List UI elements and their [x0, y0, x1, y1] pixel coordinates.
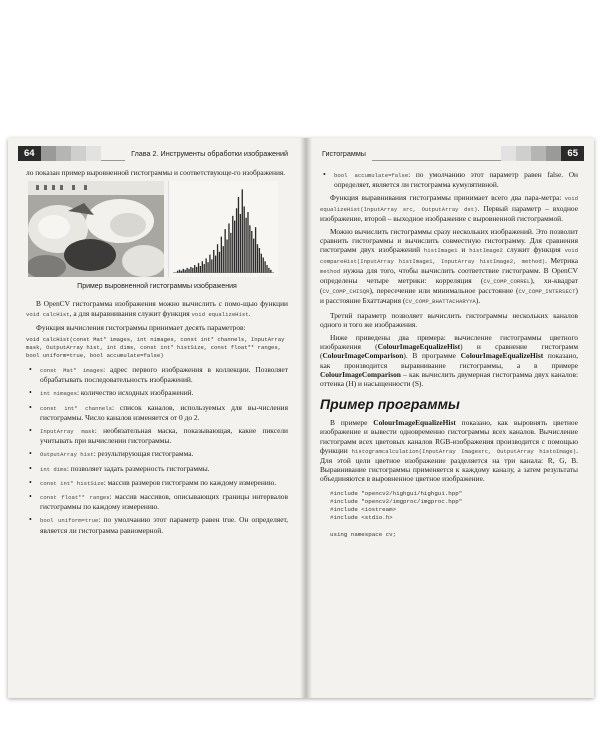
accumulate-code: bool accumulate=false	[334, 172, 409, 179]
parameter-description: : позволяет задать размерность гистограммы.	[66, 463, 210, 473]
parameter-description: : адрес первого изображения в коллекции. Позволяет обрабатывать последовательность изображений.	[40, 365, 288, 385]
parameter-description: : количество исходных изображений.	[76, 388, 194, 398]
grey-swatches-right	[501, 146, 561, 161]
histogram-bar	[236, 208, 237, 272]
parameter-code: int dims	[40, 465, 67, 473]
histogram-bar	[177, 271, 178, 273]
parameter-item	[26, 449, 288, 459]
compare-text-f: ), хи-квадрат (	[320, 276, 579, 296]
compare-text-b: и	[457, 245, 470, 255]
calc-hist-paragraph	[26, 299, 288, 318]
histogram-bar	[234, 221, 235, 273]
histogram-bar	[232, 216, 233, 273]
compare-code-func: void compareHist(InputArray histImage1, InputArray histImage2, method)	[320, 247, 578, 265]
parameter-description: : необязательная маска, показывающая, какие пиксели учитывать при вычислении гистограммы.	[40, 426, 288, 446]
right-page-number: 65	[561, 146, 584, 161]
accumulate-text: : по умолчанию этот параметр равен false. Он определяет, является ли гистограмма кумулятивной.	[334, 170, 578, 190]
parameter-code: bool uniform=true	[40, 517, 99, 525]
parameter-item	[26, 388, 288, 398]
figure-caption: Пример выровненной гистограммы изображения	[77, 283, 237, 291]
parameter-item	[26, 365, 288, 384]
histogram-bar	[253, 239, 254, 273]
parameter-item	[26, 426, 288, 445]
histogram-bar	[238, 197, 239, 273]
equalized-photo	[28, 181, 164, 277]
examples-text-b: ) и сравнение гистограмм (	[320, 342, 579, 361]
third-param-paragraph: Третий параметр позволяет вычислить гистограммы нескольких каналов одного и того же изображения.	[320, 310, 578, 329]
histogram-bar	[266, 265, 267, 273]
histogram-bar	[213, 250, 214, 273]
parameter-code: int nimages	[40, 390, 77, 398]
program-text-b: показано, как выровнять цветное изображение и вывести одновременно гистограммы всех каналов. Вычисление гистограмм всех цветовых каналов RGB-изображения производится с помощью функции	[320, 418, 578, 455]
book-spread	[8, 138, 594, 698]
accumulate-bullet-item	[320, 170, 578, 189]
parameter-code: OutputArray hist	[40, 451, 94, 459]
params-intro-paragraph: Функция вычисления гистограммы принимает десять параметров:	[36, 322, 246, 332]
histogram-bar	[219, 252, 220, 273]
compare-text-d: . Метрика	[545, 255, 578, 265]
parameter-description: : массив размеров гистограмм по каждому измерению.	[103, 477, 277, 487]
compare-text-e: нужна для того, чтобы вычислить соответствие гистограмм. В OpenCV определены четыре метрики: корреляция (	[320, 265, 578, 286]
histogram-bar	[215, 256, 216, 273]
histogram-bar	[251, 231, 252, 273]
para1-code-equalizehist: void equalizeHist	[191, 310, 249, 318]
histogram-bar	[217, 244, 218, 272]
para1-text-a: В OpenCV гистограмма изображения можно вычислить с помо-щью функции	[36, 299, 288, 309]
histogram-bar	[192, 268, 193, 273]
left-running-head-text: Глава 2. Инструменты обработки изображений	[131, 149, 288, 158]
histogram-bar	[257, 244, 258, 272]
histogram-bar	[230, 233, 231, 273]
program-text-a: В примере	[330, 418, 374, 428]
parameter-description: : по умолчанию этот параметр равен true. Он определяет, является ли гистограмма равномерной.	[40, 515, 288, 535]
parameter-code: const float** ranges	[40, 494, 110, 502]
compare-code-chisqr: CV_COMP_CHISQR	[322, 288, 370, 296]
left-head-rule	[101, 146, 126, 161]
right-page	[312, 138, 594, 698]
compare-text-h: ) и расстояние Бхаттачария (	[320, 286, 578, 306]
equalize-paragraph	[320, 193, 578, 223]
histogram-bar	[205, 259, 206, 273]
histogram-figure	[26, 181, 288, 279]
parameter-list	[26, 365, 288, 535]
parameter-item	[26, 492, 288, 511]
section-heading: Пример программы	[320, 396, 460, 413]
compare-code-bhattacharyya: CV_COMP_BHATTACHARYYA	[405, 298, 476, 306]
compare-code-intersect: CV_COMP_INTERSECT	[518, 288, 576, 296]
examples-text-d: показано, как производится выравнивание гистограммы, а в примере	[320, 351, 578, 370]
program-text-c: . Для этой цели цветное изображение разделяется на три канала: R, G, B. Выравнивание гистограммы применяется к каждому каналу, а затем результаты объединяются в выровненное цветное изображение.	[320, 445, 578, 484]
examples-text-a: Ниже приведены два примера: вычисление гистограммы цветного изображения (	[320, 333, 578, 352]
left-page-number: 64	[18, 146, 41, 161]
histogram-bar	[179, 270, 180, 273]
para1-text-b: , а для выравнивания служит функция	[69, 308, 192, 318]
left-page-body	[26, 168, 288, 539]
parameter-item	[26, 515, 288, 534]
code-line: using namespace cv;	[330, 530, 397, 538]
code-listing	[330, 490, 578, 539]
histogram-bar	[226, 240, 227, 273]
accumulate-bullet	[320, 170, 578, 189]
histogram-bar	[259, 248, 260, 273]
code-line: #include "opencv2/highgui/highgui.hpp"	[330, 489, 463, 497]
code-line	[330, 523, 578, 531]
histogram-bar	[270, 270, 271, 273]
histogram-bar	[244, 207, 245, 273]
program-code: histogramcalculation(InputArray Imagesrc, OutputArray histoImage)	[351, 447, 577, 455]
histogram-bar	[242, 190, 243, 273]
histogram-bar	[188, 269, 189, 273]
right-running-head	[316, 146, 584, 161]
histogram-bar	[247, 212, 248, 273]
histogram-bar	[264, 261, 265, 272]
compare-paragraph	[320, 227, 578, 307]
compare-code-hist2: histImage2	[469, 247, 503, 255]
parameter-item	[26, 403, 288, 422]
examples-bold-1: ColourImageEqualizeHist	[377, 342, 461, 352]
histogram-bar	[261, 254, 262, 273]
examples-bold-3: ColourImageEqualizeHist	[460, 351, 544, 361]
parameter-code: const int* channels	[40, 404, 112, 412]
right-running-head-text: Гистограммы	[322, 149, 366, 158]
parameter-description: : список каналов, используемых для вы-числения гистограммы. Число каналов изменяется от 0 до 2.	[40, 402, 289, 422]
histogram-bar	[204, 264, 205, 273]
parameter-item	[26, 464, 288, 474]
histogram-bar	[240, 214, 241, 273]
histogram-bar	[194, 265, 195, 273]
left-page	[8, 138, 300, 698]
compare-code-method: method	[320, 267, 341, 275]
code-line: #include <stdio.h>	[330, 514, 393, 522]
parameter-description: : массив массивов, описывающих границы интервалов гистограммы по каждому измерению.	[40, 492, 288, 512]
compare-text-c: служит функция	[502, 245, 565, 255]
fruit-image	[28, 181, 164, 277]
histogram-bar	[198, 263, 199, 272]
examples-text-c: ). В программе	[403, 351, 461, 361]
equalize-text-a: Функция выравнивания гистограммы принимает всего два пара-метра:	[330, 193, 565, 203]
examples-bold-4: ColourImageComparison	[320, 369, 401, 379]
histogram-bar	[223, 246, 224, 272]
histogram-bar	[224, 229, 225, 273]
histogram-bar	[263, 258, 264, 273]
grey-swatches-left	[41, 146, 101, 161]
histogram-bar	[181, 271, 182, 273]
compare-text-i: ).	[475, 296, 481, 306]
parameter-item	[26, 478, 288, 488]
compare-text-g: ), пересечение или минимальное расстояние (	[369, 286, 519, 296]
para1-text-c: .	[248, 308, 251, 318]
histogram-bar	[183, 269, 184, 273]
histogram-bar	[196, 267, 197, 273]
histogram-bar	[207, 262, 208, 272]
compare-text-a: Можно вычислить гистограммы сразу нескольких изображений. Это позволит сравнить гистограммы и вычислить совместную гистограмму. Для сравнения гистограмм двух изображений	[320, 227, 578, 255]
parameter-code: InputArray mask	[40, 428, 95, 436]
code-line: #include <iostream>	[330, 506, 397, 514]
histogram-bar	[190, 267, 191, 273]
histogram-bar	[209, 255, 210, 273]
parameter-description: : результирующая гистограмма.	[93, 449, 194, 459]
examples-paragraph	[320, 333, 578, 388]
para1-code-calchist: void calcHist	[26, 310, 70, 318]
examples-text-e: – как вычислить двумерная гистограмма двух каналов: оттенка (H) и насыщенности (S).	[320, 369, 578, 389]
right-head-rule	[372, 146, 501, 161]
histogram-bar	[186, 268, 187, 273]
code-line: #include "opencv2/imgproc/imgproc.hpp"	[330, 497, 463, 505]
histogram-bar	[255, 227, 256, 272]
histogram-bar	[228, 224, 229, 273]
left-running-head	[18, 146, 294, 161]
histogram-bar	[185, 270, 186, 273]
histogram-bar	[211, 260, 212, 273]
compare-code-correl: CV_COMP_CORREL	[483, 278, 531, 286]
examples-bold-2: ColourImageComparison	[322, 351, 404, 361]
book-gutter	[300, 138, 312, 698]
parameter-code: const int* histSize	[40, 479, 104, 487]
parameter-code: const Mat* images	[40, 367, 104, 375]
program-bold: ColourImageEqualizeHist	[373, 418, 456, 428]
histogram-bar	[200, 266, 201, 273]
equalize-code: void equalizeHist(InputArray src, OutputArray dst)	[320, 195, 578, 213]
left-intro-line: ло показан пример выровненной гистограммы и соответствующе-го изображения.	[26, 168, 286, 177]
histogram-bar	[268, 268, 269, 273]
histogram-plot	[168, 181, 278, 277]
histogram-bar	[249, 226, 250, 273]
histogram-bar	[245, 218, 246, 273]
histogram-bar	[221, 237, 222, 273]
equalize-text-b: . Первый параметр – входное изображение, второй – выходное изображение с выровненной гистограммой.	[320, 203, 578, 223]
calc-hist-signature: void calcHist(const Mat* images, int nimages, const int* channels, InputArray mask, OutputArray hist, int dims, const int* histSize, const float** ranges, bool uniform=true, bool accumulate=false)	[26, 336, 285, 360]
histogram-bar	[202, 261, 203, 272]
compare-code-hist1: histImage1	[423, 247, 458, 255]
right-page-body	[320, 168, 578, 539]
program-paragraph	[320, 418, 578, 483]
